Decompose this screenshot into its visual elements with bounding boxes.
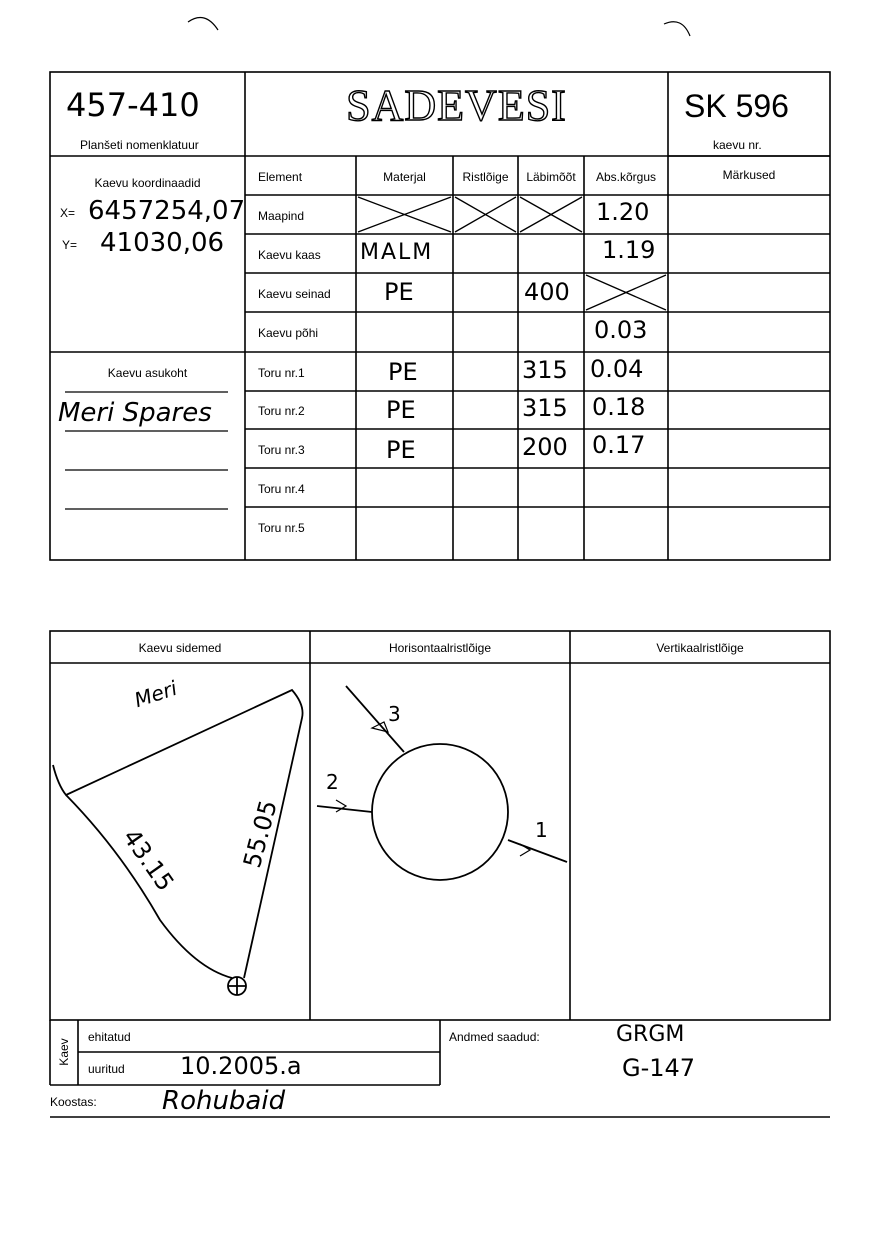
- distance-label-2: 55.05: [237, 797, 283, 871]
- ties-label: Kaevu sidemed: [138, 641, 222, 655]
- row-height: 0.03: [594, 316, 648, 344]
- header-notes: Märkused: [722, 168, 776, 182]
- row-element: Toru nr.5: [258, 521, 305, 535]
- row-diameter: 315: [522, 356, 568, 384]
- header-element: Element: [258, 170, 303, 184]
- row-element: Toru nr.3: [258, 443, 305, 457]
- header-diameter: Läbimõõt: [526, 170, 576, 184]
- row-diameter: 200: [522, 433, 568, 461]
- row-material: PE: [386, 436, 416, 464]
- header-material: Materjal: [383, 170, 426, 184]
- row-height: 0.17: [592, 431, 646, 459]
- pipe-3-label: 3: [388, 702, 401, 726]
- row-element: Toru nr.1: [258, 366, 305, 380]
- location-value: Meri Spares: [58, 398, 212, 428]
- data-source-value-1: GRGM: [616, 1022, 685, 1047]
- horizontal-section-label: Horisontaalristlõige: [388, 641, 492, 655]
- row-material: PE: [384, 278, 414, 306]
- row-element: Kaevu seinad: [258, 287, 331, 301]
- row-element: Maapind: [258, 209, 305, 223]
- y-prefix: Y=: [62, 238, 78, 252]
- row-height: 0.18: [592, 393, 646, 421]
- x-prefix: X=: [60, 206, 76, 220]
- distance-label-1: 43.15: [117, 823, 180, 897]
- nomenclature-value: 457-410: [66, 86, 200, 124]
- pipe-2-label: 2: [326, 770, 339, 794]
- horizontal-section: [317, 686, 567, 880]
- row-material: MALM: [360, 240, 434, 265]
- row-material: PE: [386, 396, 416, 424]
- row-height: 0.04: [590, 355, 644, 383]
- compiled-value: Rohubaid: [162, 1086, 286, 1116]
- surveyed-value: 10.2005.a: [180, 1052, 302, 1080]
- data-source-value-2: G-147: [622, 1054, 696, 1082]
- data-source-label: Andmed saadud:: [449, 1030, 540, 1044]
- location-label: Kaevu asukoht: [107, 366, 188, 380]
- form-title: SADEVESI: [346, 81, 567, 130]
- x-coordinate-value: 6457254,07: [88, 196, 246, 226]
- coordinates-label: Kaevu koordinaadid: [94, 176, 201, 190]
- row-element: Kaevu kaas: [258, 248, 321, 262]
- well-number-value: SK 596: [684, 88, 789, 124]
- row-diameter: 315: [522, 394, 568, 422]
- y-coordinate-value: 41030,06: [100, 228, 225, 258]
- vertical-section-label: Vertikaalristlõige: [656, 641, 744, 655]
- row-element: Toru nr.2: [258, 404, 305, 418]
- row-element: Kaevu põhi: [258, 326, 319, 340]
- pipe-1-label: 1: [535, 818, 548, 842]
- row-height: 1.20: [596, 198, 650, 226]
- row-element: Toru nr.4: [258, 482, 305, 496]
- nomenclature-label: Planšeti nomenklatuur: [80, 138, 199, 152]
- sketch-meri-label: Meri: [131, 675, 180, 713]
- built-label: ehitatud: [88, 1030, 131, 1044]
- well-side-label: Kaev: [57, 1038, 71, 1066]
- well-number-label: kaevu nr.: [713, 138, 762, 152]
- header-cross-section: Ristlõige: [462, 170, 509, 184]
- compiled-label: Koostas:: [50, 1095, 97, 1109]
- row-height: 1.19: [602, 236, 656, 264]
- row-material: PE: [388, 358, 418, 386]
- row-diameter: 400: [524, 278, 570, 306]
- surveyed-label: uuritud: [88, 1062, 125, 1076]
- header-abs-height: Abs.kõrgus: [595, 170, 657, 184]
